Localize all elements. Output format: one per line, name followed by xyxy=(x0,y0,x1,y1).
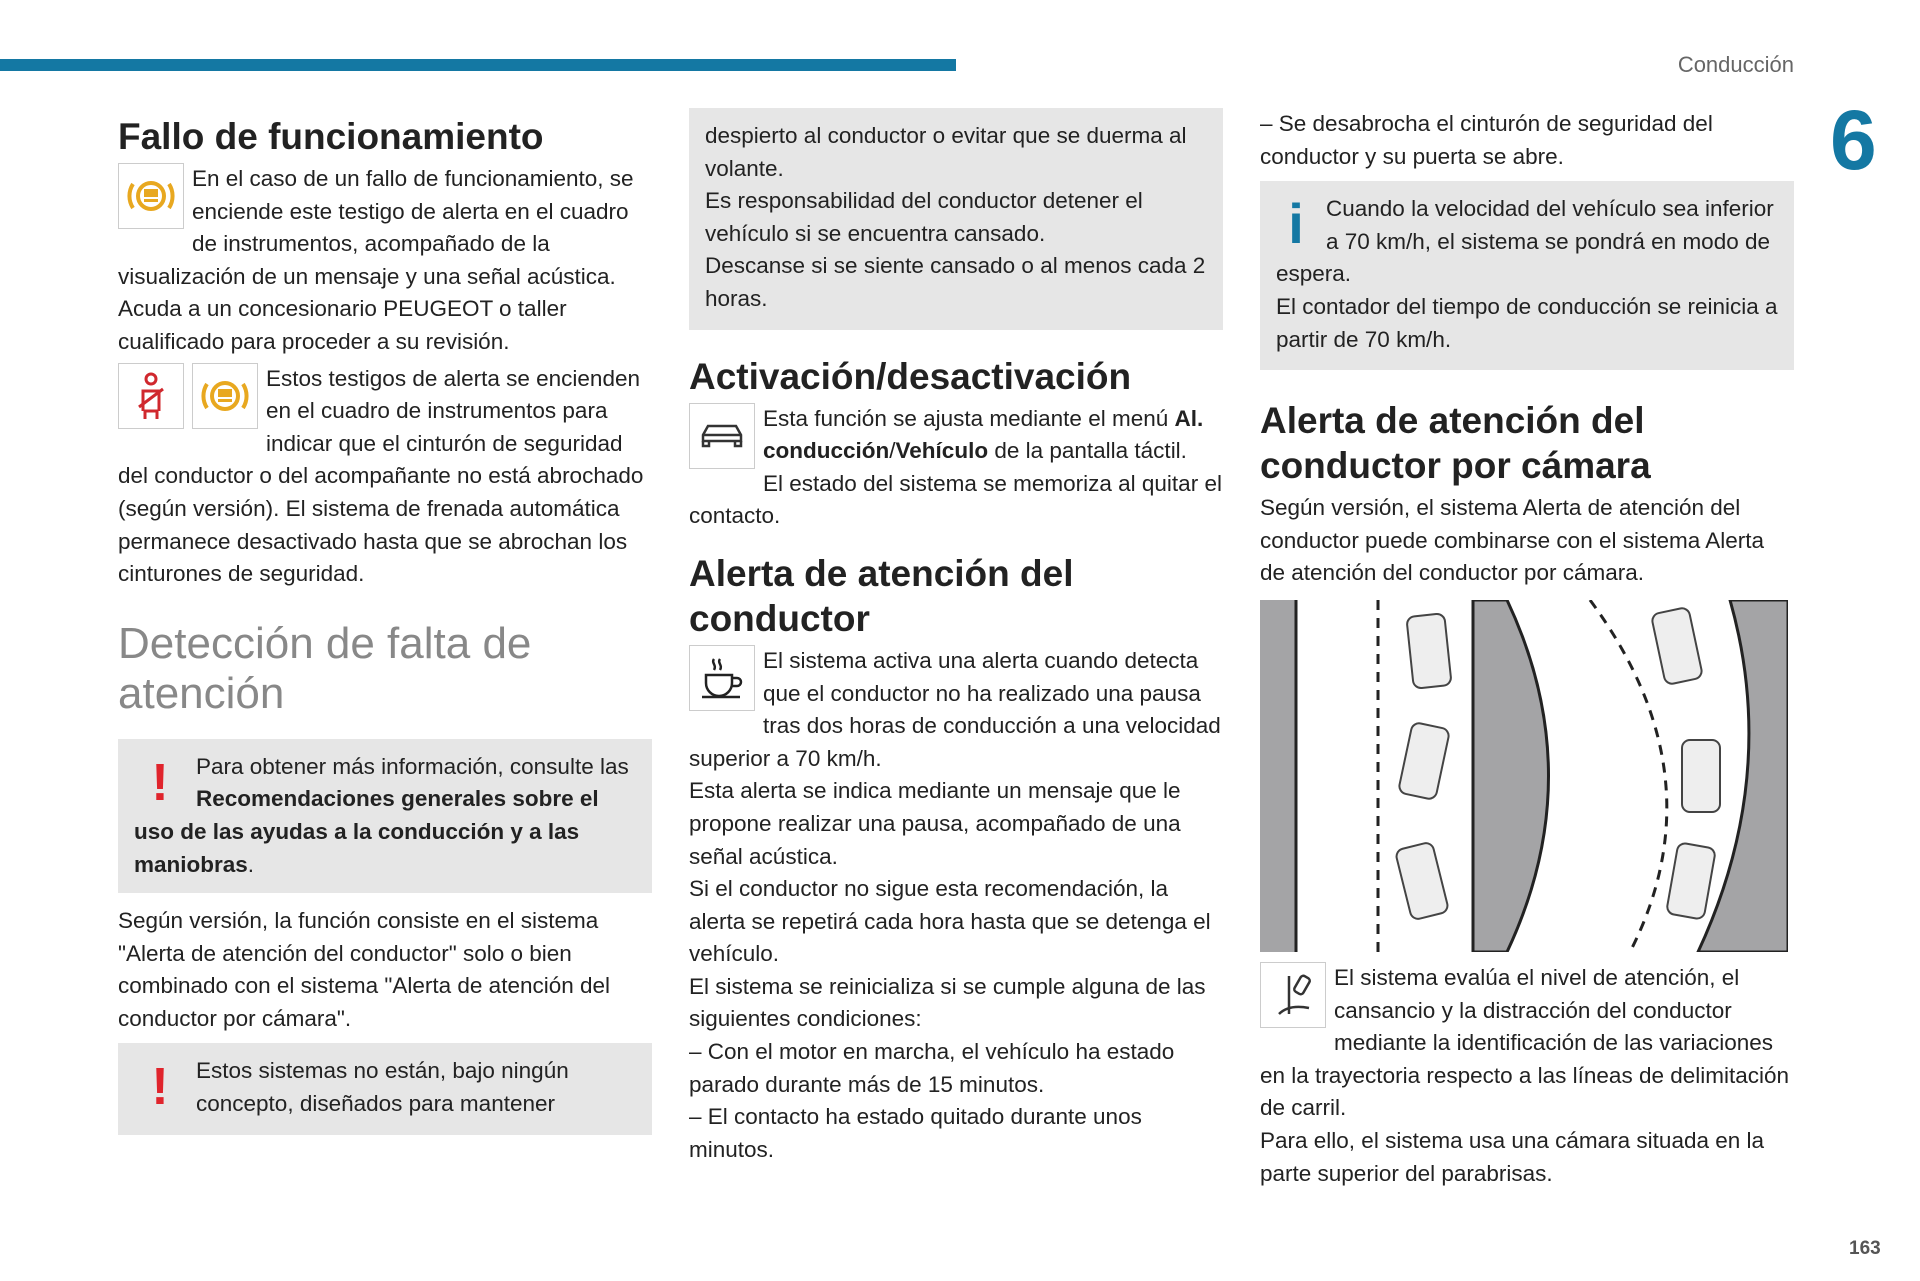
coffee-cup-icon xyxy=(689,645,755,711)
chapter-number: 6 xyxy=(1830,93,1877,187)
brake-alert-icon xyxy=(118,163,184,229)
heading-activacion: Activación/desactivación xyxy=(689,355,1132,397)
info-box: i Cuando la velocidad del vehículo sea inferior a 70 km/h, el sistema se pondrá en modo de espera. El contador del tiempo de conducción se reinicia a partir de 70 km/h. xyxy=(1260,181,1794,370)
column-left xyxy=(118,108,652,1145)
brake-alert-icon xyxy=(192,363,258,429)
heading-fallo: Fallo de funcionamiento xyxy=(118,116,544,157)
header-accent-bar xyxy=(0,59,956,71)
heading-camara: Alerta de atención del conductor por cámara xyxy=(1260,400,1651,487)
warning-icon: ! xyxy=(151,753,169,812)
column-middle: despierto al conductor o evitar que se duerma al volante. Es responsabilidad del conductor detener el vehículo si se encuentra cansado. Descanse si se siente cansado o al menos cada 2 horas. Activación/desactivación Esta función se ajusta mediante el menú Al. conducción/Vehículo de la pantalla táctil. El estado del sistema se memoriza al quitar el contacto. Alerta de atención del conductor El sistema activa una alerta cuando detecta que el conductor no ha realizado una pausa tras dos horas de conducción a una velocidad superior a 70 km/h. Esta alerta se indica mediante un mensaje que le propone realizar una pausa, acompañado de una señal acústica. Si el conductor no sigue esta recomendación, la alerta se repetirá cada hora hasta que se detenga el vehículo. El sistema se reinicializa si se cumple alguna de las siguientes condiciones: – Con el motor en marcha, el vehículo ha estado parado durante más de 15 minutos. – El contacto ha estado quitado durante unos minutos. xyxy=(689,108,1223,1166)
info-icon: i xyxy=(1288,192,1304,256)
lane-camera-icon xyxy=(1260,962,1326,1028)
paragraph-fallo: En el caso de un fallo de funcionamiento, se enciende este testigo de alerta en el cuadro de instrumentos, acompañado de la visualización de un mensaje y una señal acústica. Acuda a un concesionario PEUGEOT o taller cualificado para proceder a su revisión. xyxy=(118,166,634,354)
section-title: Conducción xyxy=(1677,52,1794,77)
page-number: 163 xyxy=(1849,1238,1881,1259)
seatbelt-icon xyxy=(118,363,184,429)
warning-continuation-box: despierto al conductor o evitar que se duerma al volante. Es responsabilidad del conductor detener el vehículo si se encuentra cansado. Descanse si se siente cansado o al menos cada 2 horas. xyxy=(689,108,1223,330)
car-settings-icon xyxy=(689,403,755,469)
warning-box: ! Para obtener más información, consulte las Recomendaciones generales sobre el uso de las ayudas a la conducción y a las maniobras. xyxy=(118,739,652,893)
link-recomendaciones: Recomendaciones generales sobre el uso de las ayudas a la conducción y a las maniobras xyxy=(134,786,599,877)
heading-alerta: Alerta de atención del conductor xyxy=(689,552,1074,639)
heading-deteccion: Detección de falta de atención xyxy=(118,618,532,718)
lane-drift-illustration xyxy=(1260,600,1788,952)
paragraph-segun-version: Según versión, la función consiste en el sistema "Alerta de atención del conductor" solo o bien combinado con el sistema "Alerta de atención del conductor por cámara". xyxy=(118,908,611,1031)
warning-icon: ! xyxy=(151,1058,169,1117)
paragraph-testigos: Estos testigos de alerta se encienden en el cuadro de instrumentos para indicar que el cinturón de seguridad del conductor o del acompañante no está abrochado (según versión). El sistema de frenada automática permanece desactivado hasta que se abrochan los cinturones de seguridad. xyxy=(118,365,644,587)
warning-box: ! Estos sistemas no están, bajo ningún concepto, diseñados para mantener xyxy=(118,1043,652,1134)
column-right: – Se desabrocha el cinturón de seguridad del conductor y su puerta se abre. i Cuando la velocidad del vehículo sea inferior a 70 km/h, el sistema se pondrá en modo de espera. El contador del tiempo de conducción se reinicia a partir de 70 km/h. Alerta de atención del conductor por cámara Según versión, el sistema Alerta de atención del conductor puede combinarse con el sistema Alerta de atención del conductor por cámara. El sistema evalúa el nivel de atención, el cansancio y la distracción del conductor mediante la identificación de las variaciones en la trayectoria respecto a las líneas de delimitación de carril. Para ello, el sistema usa una cámara situada en la parte superior del parabrisas. xyxy=(1260,108,1794,1190)
